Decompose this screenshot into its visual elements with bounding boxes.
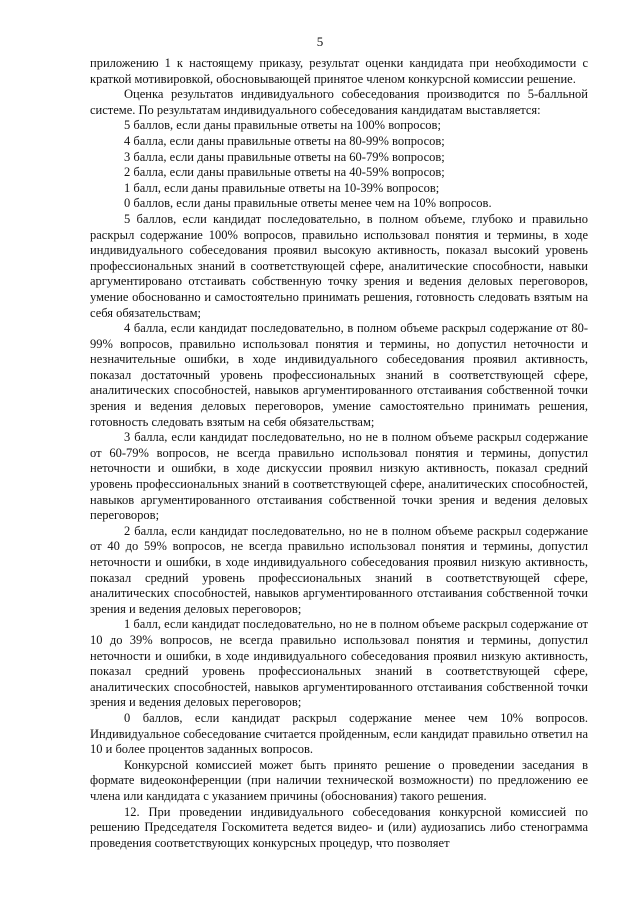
paragraph: 0 баллов, если кандидат раскрыл содержание менее чем 10% вопросов. Индивидуальное собеседование считается пройденным, если кандидат правильно ответил на 10 и более процентов заданных вопросов. — [90, 710, 588, 757]
paragraph: приложению 1 к настоящему приказу, результат оценки кандидата при необходимости с краткой мотивировкой, обосновывающей принятое членом конкурсной комиссии решение. — [90, 56, 588, 86]
score-line: 5 баллов, если даны правильные ответы на 100% вопросов; — [124, 118, 441, 133]
score-line: 3 балла, если даны правильные ответы на 60-79% вопросов; — [124, 149, 445, 164]
paragraph: 3 балла, если кандидат последовательно, но не в полном объеме раскрыл содержание от 60-79% вопросов, не всегда правильно использовал понятия и термины, допустил неточности и ошибки, в ходе дискуссии проявил низкую активность, показал средний уровень профессиональных знаний в соответствующей сфере, аналитических способностей, навыков аргументированного отстаивания собственной точки зрения и ведения деловых переговоров; — [90, 430, 588, 523]
paragraph: Конкурсной комиссией может быть принято решение о проведении заседания в формате видеоконференции (при наличии технической возможности) по предложению ее члена или кандидата с указанием причины (обоснования) такого решения. — [90, 757, 588, 803]
paragraph: 1 балл, если кандидат последовательно, но не в полном объеме раскрыл содержание от 10 до 39% вопросов, не всегда правильно использовал понятия и термины, допустил неточности и ошибки, в ходе индивидуального собеседования проявил низкую активность, показал средний уровень профессиональных знаний в соответствующей сфере, аналитических способностей, навыков аргументированного отстаивания собственной точки зрения и ведения деловых переговоров; — [90, 617, 588, 710]
document-body — [90, 56, 588, 851]
page-number: 5 — [316, 34, 324, 49]
paragraph: 2 балла, если кандидат последовательно, но не в полном объеме раскрыл содержание от 40 до 59% вопросов, не всегда правильно использовал понятия и термины, допустил неточности и ошибки, в ходе индивидуального собеседования проявил низкую активность, показал средний уровень профессиональных знаний в соответствующей сфере, аналитических способностей, навыков аргументированного отстаивания собственной точки зрения и ведения деловых переговоров; — [90, 523, 588, 616]
paragraph: Оценка результатов индивидуального собеседования производится по 5-балльной системе. По результатам индивидуального собеседования кандидатам выставляется: — [90, 87, 588, 117]
score-line: 4 балла, если даны правильные ответы на 80-99% вопросов; — [124, 133, 445, 148]
score-line: 1 балл, если даны правильные ответы на 10-39% вопросов; — [124, 180, 440, 195]
score-line: 0 баллов, если даны правильные ответы менее чем на 10% вопросов. — [124, 196, 492, 211]
paragraph: 4 балла, если кандидат последовательно, в полном объеме раскрыл содержание от 80-99% вопросов, правильно использовал понятия и термины, но допустил неточности и незначительные ошибки, в ходе индивидуального собеседования проявил активность, показал достаточный уровень профессиональных знаний в соответствующей сфере, аналитических способностей, навыков аргументированного отстаивания собственной точки зрения и ведения деловых переговоров, умение самостоятельно принимать решения, готовность следовать взятым на себя обязательствам; — [90, 321, 588, 429]
score-line: 2 балла, если даны правильные ответы на 40-59% вопросов; — [124, 165, 445, 180]
paragraph: 12. При проведении индивидуального собеседования конкурсной комиссией по решению Председателя Госкомитета ведется видео- и (или) аудиозапись либо стенограмма проведения соответствующих конкурсных процедур, что позволяет — [90, 804, 588, 850]
paragraph: 5 баллов, если кандидат последовательно, в полном объеме, глубоко и правильно раскрыл содержание 100% вопросов, правильно использовал понятия и термины, в ходе индивидуального собеседования проявил высокую активность, показал высокий уровень профессиональных знаний в соответствующей сфере, аналитические способности, навыки аргументировано отстаивать собственную точку зрения и ведения деловых переговоров, умение обоснованно и самостоятельно принимать решения, готовность следовать взятым на себя обязательствам; — [90, 211, 588, 320]
